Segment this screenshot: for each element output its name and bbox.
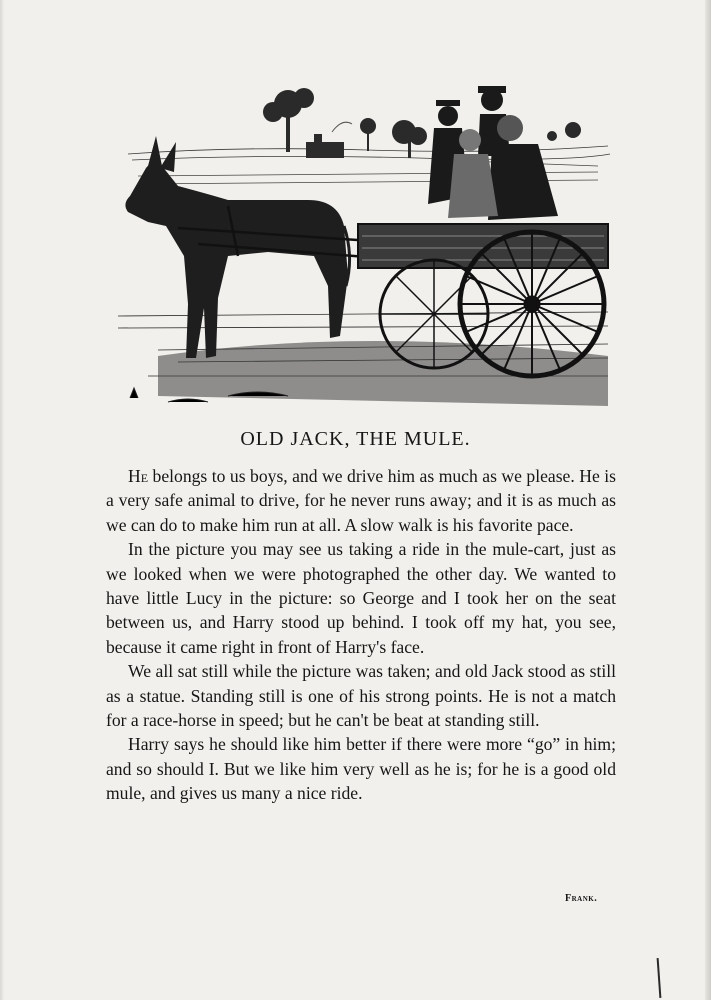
- paragraph-text: belongs to us boys, and we drive him as much as we please. He is a very safe animal to drive, for he never runs away; and it is as much as we can do to make him run at all. A slow walk is his favorite pace.: [106, 466, 616, 535]
- house-icon: [306, 122, 352, 158]
- paragraph-2: [106, 537, 616, 659]
- children-figures: [428, 86, 558, 220]
- story-body: [106, 464, 616, 806]
- cart-wheel: [460, 232, 604, 376]
- page-edge-left: [0, 0, 4, 1000]
- paragraph-3: [106, 659, 616, 732]
- paragraph-text: Harry says he should like him better if there were more “go” in him; and so should I. But we like him very well as he is; for he is a good old mule, and gives us many a nice ride.: [106, 734, 616, 804]
- paragraph-text: In the picture you may see us taking a ride in the mule-cart, just as we looked when we were photographed the other day. We wanted to have little Lucy in the picture: so George and I took her on the seat between us, and Harry stood up behind. I took off my hat, you see, because it came right in front of Harry's face.: [106, 539, 616, 657]
- story-title: OLD JACK, THE MULE.: [240, 428, 471, 450]
- page-edge-mark: [657, 958, 662, 998]
- paragraph-1: [106, 464, 616, 537]
- lead-word: He: [128, 466, 149, 486]
- mule-cart-engraving: [118, 76, 614, 416]
- paragraph-text: We all sat still while the picture was taken; and old Jack stood as still as a statue. Standing still is one of his strong points. He is not a match for a race-horse in speed; but he can't be beat at standing still.: [106, 661, 616, 731]
- paragraph-4: [106, 732, 616, 805]
- page-edge-right: [705, 0, 711, 1000]
- author-signature: Frank.: [565, 893, 598, 904]
